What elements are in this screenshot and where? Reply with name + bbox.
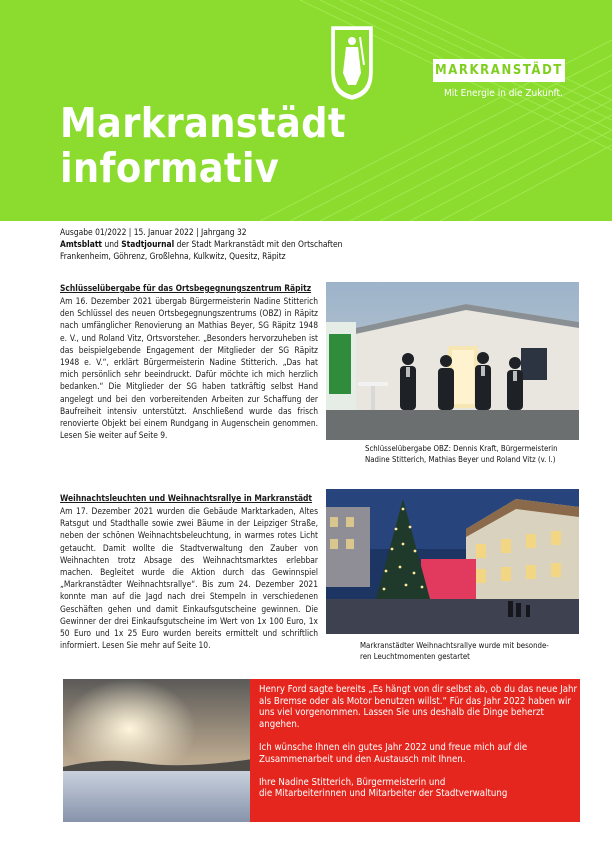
localities-line: Frankenheim, Göhrenz, Großlehna, Kulkwitz, Quesitz, Räpitz [60, 251, 286, 261]
publication-type-b: Stadtjournal [121, 239, 175, 249]
article1-caption-line1: Schlüsselübergabe OBZ: Dennis Kraft, Bürgermeisterin [365, 444, 558, 453]
message-signature [259, 777, 577, 800]
publication-info [60, 238, 342, 250]
winter-landscape-photo [63, 679, 253, 822]
article1-body: Am 16. Dezember 2021 übergab Bürgermeisterin Nadine Stitterich den Schlüssel des neuen Ortsbegegnungszentrums (OBZ) in Räpitz nach umfänglicher Renovierung an Mathias Beyer, SG Räpitz 1948 e. V., und Roland Vitz, Ortsvorsteher. „Besonders hervorzuheben ist das beispielgebende Engagement der Mitglieder der SG Räpitz 1948 e. V.“, erklärt Bürgermeisterin Nadine Stitterich. „Das hat mich persönlich sehr beeindruckt. Dafür möchte ich mich herzlich bedanken.“ Die Mitglieder der SG haben tatkräftig selbst Hand angelegt und bei den vorbereitenden Arbeiten zur Schaffung der Baufreiheit intensiv unterstützt. Anschließend wurde das frisch renovierte Objekt bei einem Rundgang in Augenschein genommen. Lesen Sie weiter auf Seite 9. [60, 296, 318, 441]
message-paragraph-2: Ich wünsche Ihnen ein gutes Jahr 2022 und freue mich auf die Zusammenarbeit und den Austausch mit Ihnen. [259, 741, 528, 765]
article2-caption-line2: ren Leuchtmomenten gestartet [360, 652, 470, 661]
article1-photo [326, 282, 579, 440]
page-title-line1: Markranstädt [60, 99, 346, 147]
page-title-line2: informativ [60, 144, 280, 192]
brand-logo: MARKRANSTÄDT [433, 59, 565, 82]
issue-line: Ausgabe 01/2022 | 15. Januar 2022 | Jahrgang 32 [60, 227, 247, 237]
article2-heading: Weihnachtsleuchten und Weihnachtsrallye in Markranstädt [60, 493, 313, 503]
message-paragraph-1: Henry Ford sagte bereits „Es hängt von dir selbst ab, ob du das neue Jahr als Bremse oder als Motor benutzen willst.“ Für das Jahr 2022 haben wir uns viel vorgenommen. Lassen Sie uns deshalb die Dinge beherzt angehen. [259, 684, 578, 730]
brand-slogan: Mit Energie in die Zukunft. [444, 88, 563, 99]
article2-caption [360, 640, 580, 662]
article1-heading: Schlüsselübergabe für das Ortsbegegnungszentrum Räpitz [60, 283, 312, 293]
message-signature-line2: die Mitarbeiterinnen und Mitarbeiter der Stadtverwaltung [259, 788, 508, 800]
message-signature-line1: Ihre Nadine Stitterich, Bürgermeisterin und [259, 776, 446, 788]
article1-caption-line2: Nadine Stitterich, Mathias Beyer und Roland Vitz (v. l.) [365, 455, 556, 464]
article2-photo [326, 489, 579, 634]
coat-of-arms-icon [330, 25, 374, 101]
publication-conj: und [104, 239, 119, 249]
article1-caption [365, 443, 580, 465]
header-banner [0, 0, 612, 221]
article2-caption-line1: Markranstädter Weihnachtsrallye wurde mit besonde- [360, 641, 549, 650]
article2-body: Am 17. Dezember 2021 wurden die Gebäude Marktarkaden, Altes Ratsgut und Stadthalle sowie zwei Bäume in der Leipziger Straße, neben der schönen Weihnachtsbeleuchtung, in warmes rotes Licht getaucht. Damit wollte die Stadtverwaltung den Zauber von Weihnachten trotz Absage des Weihnachtsmarktes erlebbar machen. Begleitet wurde die Aktion durch das Gewinnspiel „Markranstädter Weihnachtsrallye“. Bis zum 24. Dezember 2021 konnte man auf die Jagd nach drei Stempeln in verschiedenen Geschäften gehen und damit Einkaufsgutscheine gewinnen. Die Gewinner der drei Einkaufsgutscheine im Wert von 1x 100 Euro, 1x 50 Euro und 1x 25 Euro wurden bereits ermittelt und schriftlich informiert. Lesen Sie mehr auf Seite 10. [60, 506, 318, 651]
publication-rest: der Stadt Markranstädt mit den Ortschaften [176, 239, 343, 249]
publication-type-a: Amtsblatt [60, 239, 103, 249]
mayor-message-text [259, 684, 577, 800]
